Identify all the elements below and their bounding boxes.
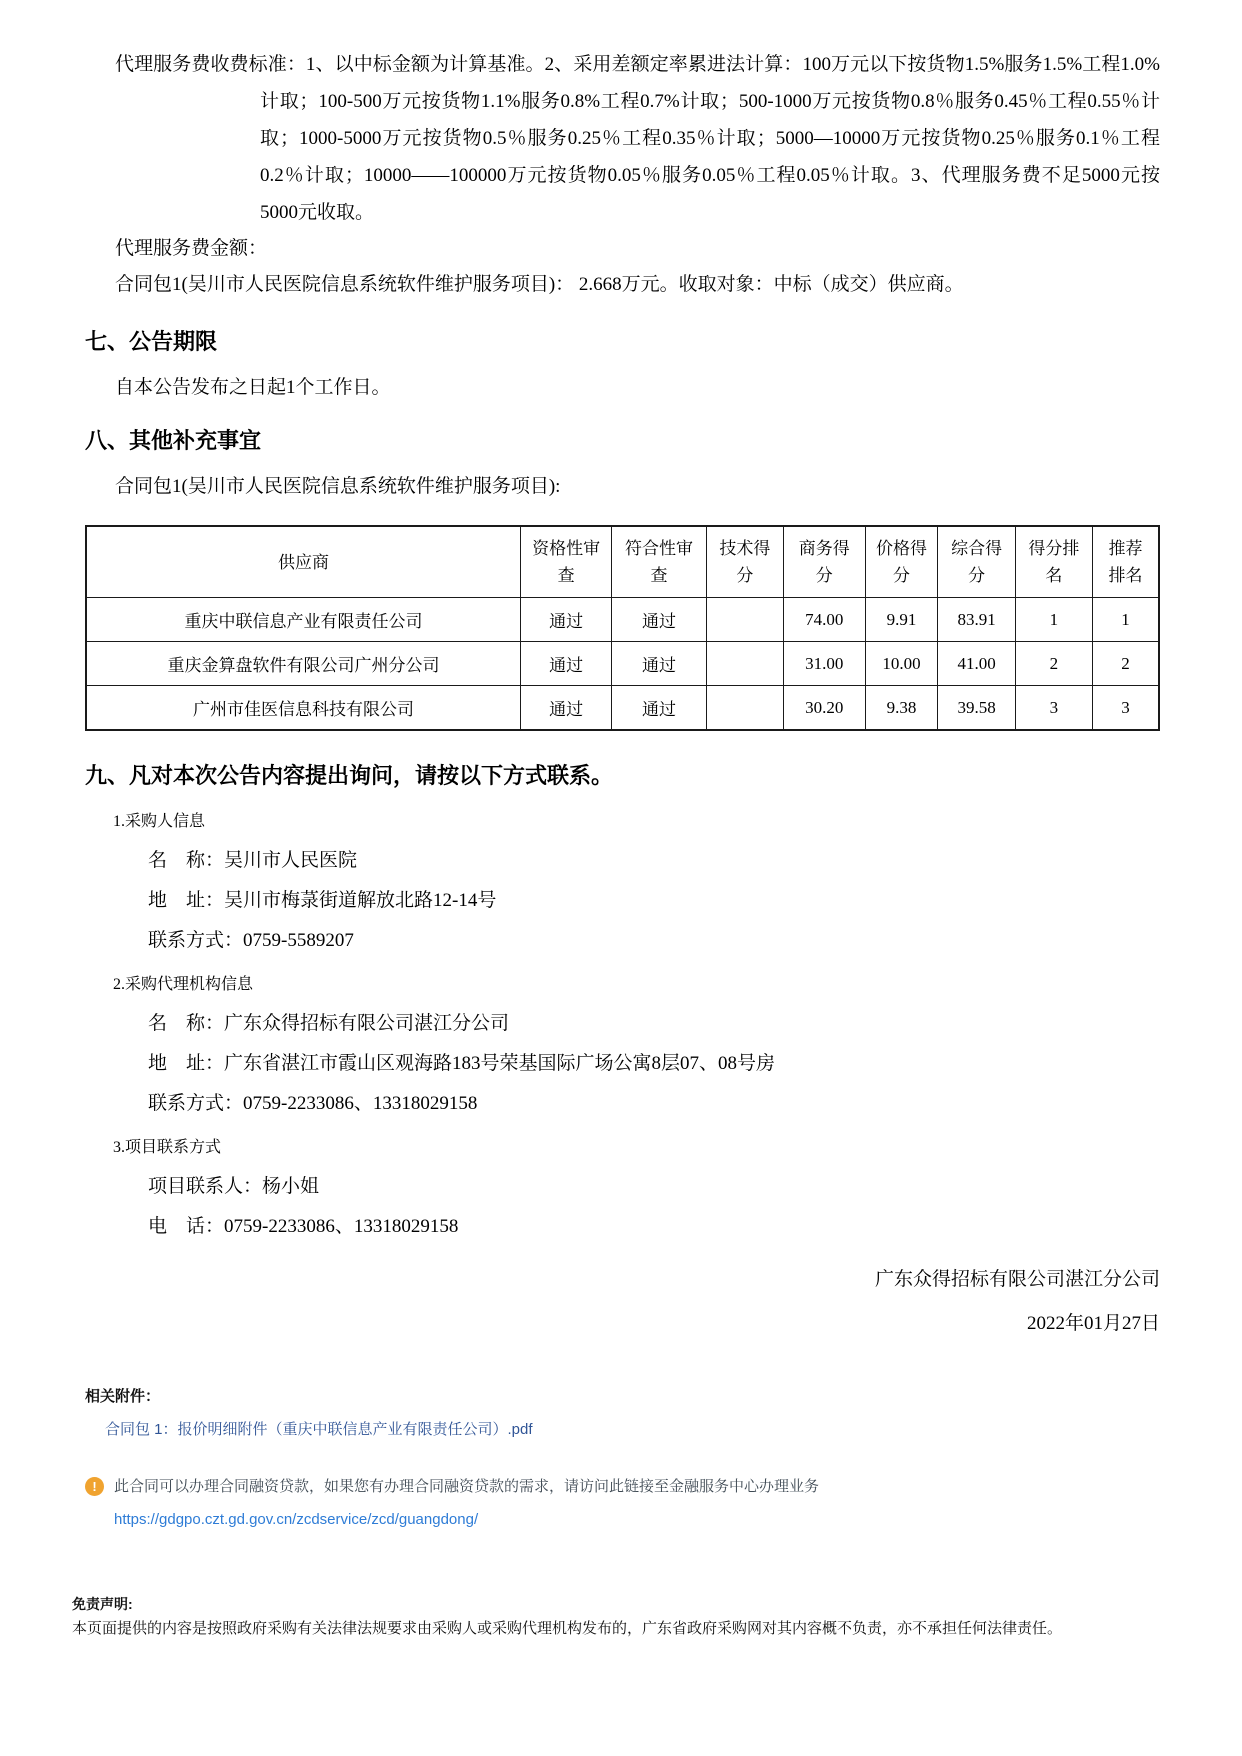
finance-notice-link[interactable]: https://gdgpo.czt.gd.gov.cn/zcdservice/zcd/guangdong/ — [114, 1511, 479, 1528]
table-cell: 41.00 — [938, 642, 1015, 686]
section-8-heading: 八、其他补充事宜 — [85, 428, 262, 453]
table-cell: 通过 — [612, 598, 706, 642]
table-row — [86, 642, 1159, 686]
table-cell: 9.38 — [865, 686, 938, 731]
agency-info-heading: 2.采购代理机构信息 — [113, 976, 254, 993]
agency-name: 名 称：广东众得招标有限公司湛江分公司 — [148, 1013, 510, 1034]
disclaimer-text: 本页面提供的内容是按照政府采购有关法律法规要求由采购人或采购代理机构发布的，广东省政府采购网对其内容概不负责，亦不承担任何法律责任。 — [72, 1620, 1063, 1637]
table-header-cell: 符合性审查 — [612, 526, 706, 598]
section-8-package-line: 合同包1(吴川市人民医院信息系统软件维护服务项目): — [115, 476, 561, 497]
agency-contact: 联系方式：0759-2233086、13318029158 — [148, 1093, 478, 1114]
table-header-cell: 综合得分 — [938, 526, 1015, 598]
table-cell — [706, 642, 783, 686]
purchaser-address: 地 址：吴川市梅菉街道解放北路12-14号 — [148, 890, 497, 911]
purchaser-name: 名 称：吴川市人民医院 — [148, 850, 358, 871]
fee-amount-label: 代理服务费金额： — [115, 238, 268, 259]
table-cell: 通过 — [612, 686, 706, 731]
table-cell — [706, 598, 783, 642]
finance-notice — [85, 1477, 1160, 1497]
table-row — [86, 686, 1159, 731]
table-row — [86, 598, 1159, 642]
table-cell: 通过 — [521, 642, 612, 686]
purchaser-info-heading: 1.采购人信息 — [113, 813, 206, 830]
table-header-cell: 推荐排名 — [1092, 526, 1159, 598]
section-9-heading: 九、凡对本次公告内容提出询问，请按以下方式联系。 — [85, 763, 614, 788]
table-cell: 重庆金算盘软件有限公司广州分公司 — [86, 642, 521, 686]
table-cell: 1 — [1092, 598, 1159, 642]
table-cell: 广州市佳医信息科技有限公司 — [86, 686, 521, 731]
table-cell: 通过 — [612, 642, 706, 686]
table-header-cell: 资格性审查 — [521, 526, 612, 598]
table-cell: 83.91 — [938, 598, 1015, 642]
project-contact-heading: 3.项目联系方式 — [113, 1139, 222, 1156]
table-header-cell: 商务得分 — [783, 526, 865, 598]
exclamation-icon: ! — [85, 1477, 104, 1496]
signature-date: 2022年01月27日 — [1026, 1313, 1160, 1334]
table-cell: 3 — [1015, 686, 1092, 731]
disclaimer-section — [72, 1595, 1160, 1640]
agency-address: 地 址：广东省湛江市霞山区观海路183号荣基国际广场公寓8层07、08号房 — [148, 1053, 776, 1074]
table-header-cell: 供应商 — [86, 526, 521, 598]
table-header-cell: 技术得分 — [706, 526, 783, 598]
table-cell: 30.20 — [783, 686, 865, 731]
table-cell: 2 — [1015, 642, 1092, 686]
fee-amount-line: 合同包1(吴川市人民医院信息系统软件维护服务项目)： 2.668万元。收取对象：中标（成交）供应商。 — [115, 274, 964, 295]
table-cell: 1 — [1015, 598, 1092, 642]
disclaimer-label: 免责声明: — [72, 1596, 133, 1612]
attachments-label: 相关附件： — [85, 1388, 161, 1405]
purchaser-contact: 联系方式：0759-5589207 — [148, 930, 354, 951]
finance-notice-text: 此合同可以办理合同融资贷款，如果您有办理合同融资贷款的需求，请访问此链接至金融服务中心办理业务 — [114, 1478, 820, 1495]
table-cell: 74.00 — [783, 598, 865, 642]
table-cell — [706, 686, 783, 731]
table-header-row — [86, 526, 1159, 598]
table-cell: 9.91 — [865, 598, 938, 642]
table-cell: 39.58 — [938, 686, 1015, 731]
section-7-heading: 七、公告期限 — [85, 329, 218, 354]
attachments-section — [85, 1385, 1160, 1439]
fee-standard-paragraph: 代理服务费收费标准：1、以中标金额为计算基准。2、采用差额定率累进法计算：100万元以下按货物1.5%服务1.5%工程1.0%计取；100-500万元按货物1.1%服务0.8%工程0.7%计取；500-1000万元按货物0.8％服务0.45％工程0.55％计取；1000-5000万元按货物0.5％服务0.25％工程0.35％计取；5000—10000万元按货物0.25％服务0.1％工程0.2％计取；10000——100000万元按货物0.05％服务0.05％工程0.05％计取。3、代理服务费不足5000元按5000元收取。 — [115, 54, 1160, 223]
table-cell: 31.00 — [783, 642, 865, 686]
table-cell: 3 — [1092, 686, 1159, 731]
table-cell: 通过 — [521, 598, 612, 642]
attachment-link[interactable]: 合同包 1：报价明细附件（重庆中联信息产业有限责任公司）.pdf — [105, 1421, 533, 1438]
section-7-body: 自本公告发布之日起1个工作日。 — [115, 377, 391, 398]
table-cell: 通过 — [521, 686, 612, 731]
table-cell: 10.00 — [865, 642, 938, 686]
project-contact-person: 项目联系人：杨小姐 — [148, 1176, 320, 1197]
results-table — [85, 525, 1160, 731]
table-cell: 重庆中联信息产业有限责任公司 — [86, 598, 521, 642]
table-header-cell: 得分排名 — [1015, 526, 1092, 598]
table-cell: 2 — [1092, 642, 1159, 686]
project-contact-phone: 电 话：0759-2233086、13318029158 — [148, 1216, 459, 1237]
signature-company: 广东众得招标有限公司湛江分公司 — [874, 1269, 1160, 1290]
table-header-cell: 价格得分 — [865, 526, 938, 598]
